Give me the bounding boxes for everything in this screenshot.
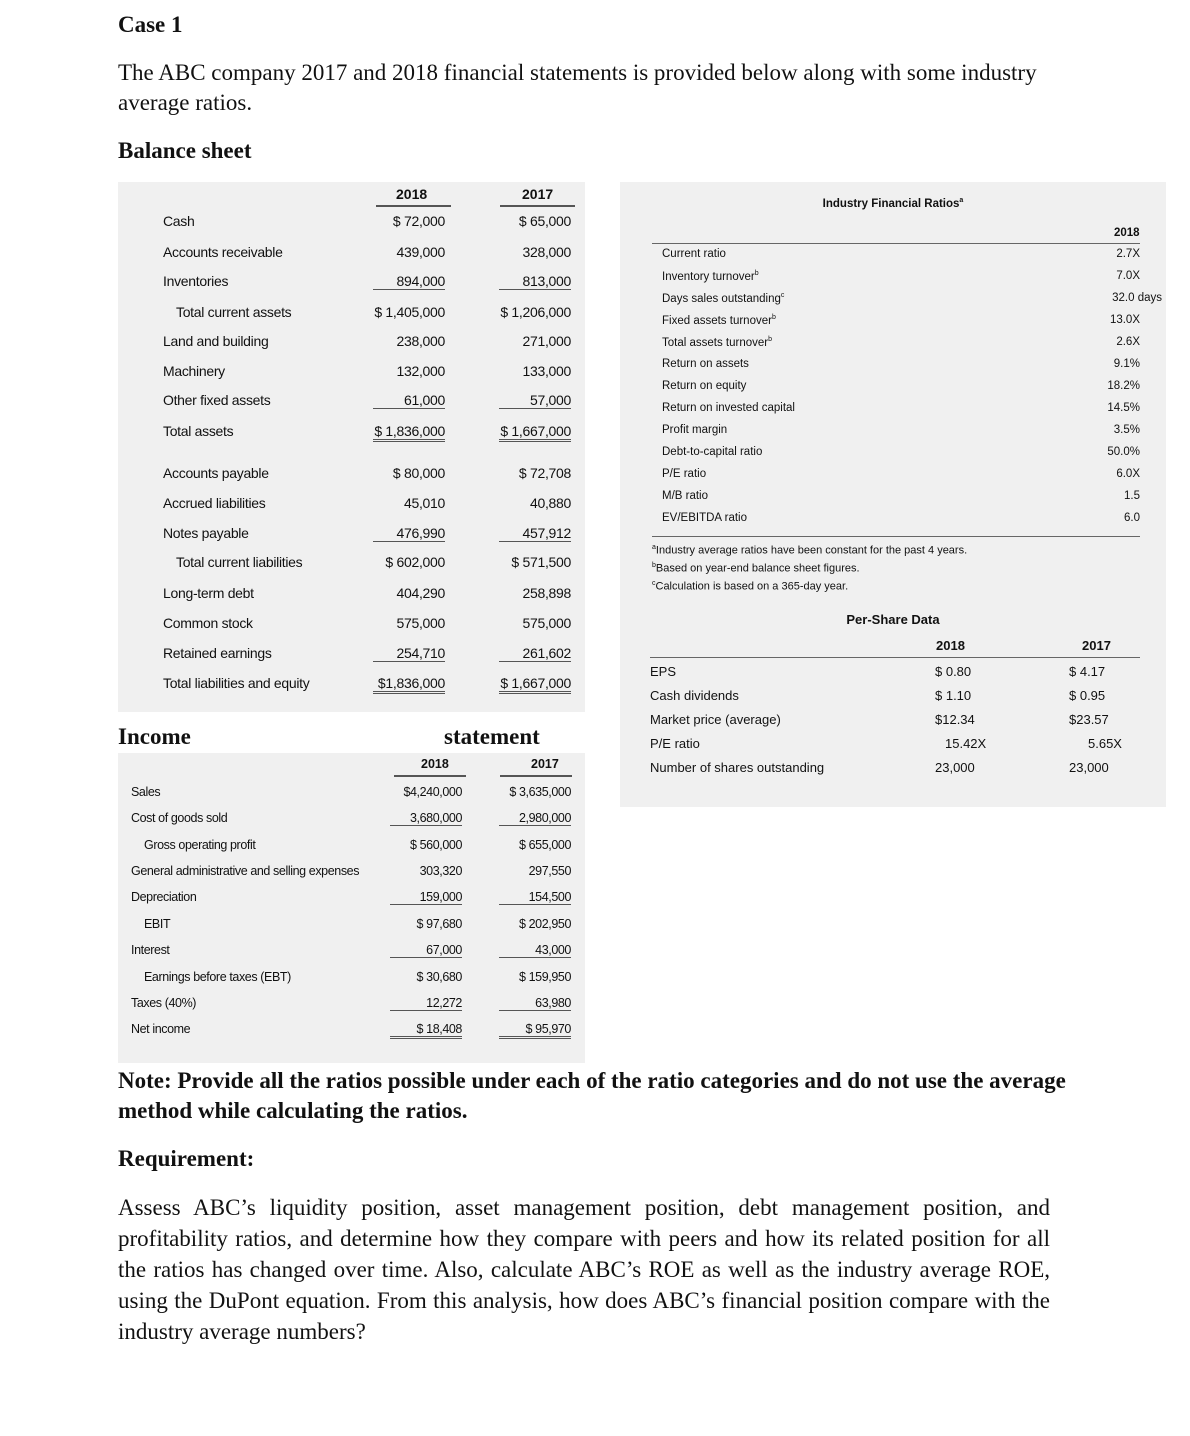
bs-label: Retained earnings [163,645,272,661]
is-value-2017: 63,980 [499,996,571,1011]
bs-value-2018: 61,000 [373,392,445,409]
bs-label: Machinery [163,363,225,379]
is-label: Earnings before taxes (EBT) [144,970,291,984]
is-row-ga-selling [118,860,585,882]
is-row-depreciation [118,886,585,908]
per-share-row: P/E ratio 15.42X 5.65X [650,736,1122,751]
is-value-2017: 43,000 [499,943,571,958]
industry-row: Total assets turnover$^b$ 2.6X [662,336,1140,349]
note-text: Note: Provide all the ratios possible under each of the ratio categories and do not use the average method while calculating the ratios. [118,1068,1066,1123]
industry-row: Debt-to-capital ratio 50.0% [662,446,1140,458]
is-label: EBIT [144,917,171,931]
is-row-cogs [118,807,585,829]
is-value-2017: 2,980,000 [499,811,571,826]
industry-row: EV/EBITDA ratio 6.0 [662,512,1140,524]
bs-row-accounts-payable [118,462,585,486]
bs-row-cash [118,210,585,234]
per-share-row: Market price (average) $12.34 $23.57 [650,712,1109,727]
industry-row: M/B ratio 1.5 [662,490,1140,502]
bs-label: Notes payable [163,525,249,541]
per-share-row: EPS $ 0.80 $ 4.17 [650,664,1106,679]
income-heading: Income [118,724,191,749]
is-value-2018: $4,240,000 [403,785,462,799]
bs-value-2017: $ 1,667,000 [499,675,571,694]
per-share-title: Per-Share Data [846,612,940,627]
bs-value-2018: $ 1,836,000 [373,423,445,442]
industry-row: P/E ratio 6.0X [662,468,1140,480]
is-value-2018: 12,272 [390,996,462,1011]
is-label: Net income [131,1022,191,1036]
is-row-ebit [118,913,585,935]
bs-value-2018: 575,000 [396,615,445,631]
bs-label: Accrued liabilities [163,495,266,511]
bs-value-2018: 404,290 [396,585,445,601]
is-label: Taxes (40%) [131,996,197,1010]
industry-row: Profit margin 3.5% [662,424,1140,436]
industry-row: Return on equity 18.2% [662,380,1140,392]
is-value-2018: $ 97,680 [416,917,462,931]
bs-label: Common stock [163,615,253,631]
intro-paragraph: The ABC company 2017 and 2018 financial statements is provided below along with some industry average ratios. [118,60,1037,115]
industry-ratios-title: Industry Financial Ratios$^a$ [822,197,964,210]
bs-label: Inventories [163,273,229,289]
bs-value-2018: 238,000 [396,333,445,349]
industry-row: Return on assets 9.1% [662,358,1140,370]
bs-row-machinery [118,360,585,384]
bs-label: Other fixed assets [163,392,271,408]
income-statement-table [118,753,585,1063]
bs-value-2018: 476,990 [373,525,445,542]
bs-row-total-current-liabilities [118,551,585,575]
is-year-2018: 2018 [421,757,449,771]
bs-value-2017: $ 65,000 [518,213,571,229]
is-row-taxes [118,992,585,1014]
footnote-c: $^c$Calculation is based on a 365-day year. [652,580,849,593]
bs-value-2017: 57,000 [499,392,571,409]
bs-value-2017: 575,000 [522,615,571,631]
bs-value-2017: 133,000 [522,363,571,379]
bs-value-2018: $ 1,405,000 [374,304,445,320]
bs-value-2017: 271,000 [522,333,571,349]
is-value-2018: 303,320 [419,864,462,878]
bs-year-2018: 2018 [396,186,428,202]
bs-row-accrued-liabilities [118,492,585,516]
bs-value-2018: 132,000 [396,363,445,379]
is-row-sales [118,781,585,803]
is-label: Sales [131,785,161,799]
is-value-2018: 3,680,000 [390,811,462,826]
bs-value-2017: 258,898 [522,585,571,601]
is-value-2018: $ 560,000 [409,838,462,852]
bs-value-2018: 439,000 [396,244,445,260]
bs-row-total-liabilities-equity [118,672,585,696]
is-row-net-income [118,1018,585,1040]
is-value-2017: 297,550 [528,864,571,878]
industry-row: Days sales outstanding$^c$ 32.0 days [662,292,1162,305]
is-row-gross-profit [118,834,585,856]
bs-value-2017: 457,912 [499,525,571,542]
is-value-2017: $ 655,000 [518,838,571,852]
bs-value-2017: $ 571,500 [511,554,571,570]
per-share-row: Cash dividends $ 1.10 $ 0.95 [650,688,1106,703]
is-label: Interest [131,943,170,957]
bs-row-long-term-debt [118,582,585,606]
footnote-a: $^a$Industry average ratios have been constant for the past 4 years. [652,544,968,557]
bs-value-2018: 45,010 [403,495,445,511]
is-label: General administrative and selling expenses [131,864,360,878]
statement-heading: statement [444,724,540,749]
is-value-2018: $ 18,408 [390,1022,462,1039]
is-label: Gross operating profit [144,838,256,852]
bs-label: Total current liabilities [176,554,303,570]
bs-row-total-assets [118,420,585,444]
is-value-2017: 154,500 [499,890,571,905]
industry-ratios-panel [620,182,1166,807]
bs-row-total-current-assets [118,301,585,325]
bs-row-other-fixed-assets [118,389,585,413]
bs-value-2018: 254,710 [373,645,445,662]
bs-row-inventories [118,270,585,294]
bs-row-land-building [118,330,585,354]
industry-row: Current ratio 2.7X [662,248,1140,260]
bs-value-2018: 894,000 [373,273,445,290]
case-title: Case 1 [118,12,183,37]
bs-value-2017: 813,000 [499,273,571,290]
industry-year: 2018 [1114,227,1140,239]
is-year-2017: 2017 [531,757,559,771]
industry-row: Fixed assets turnover$^b$ 13.0X [662,314,1140,327]
bs-label: Total current assets [176,304,292,320]
bs-row-notes-payable [118,522,585,546]
bs-row-accounts-receivable [118,241,585,265]
bs-value-2018: $ 72,000 [392,213,445,229]
bs-year-2017: 2017 [522,186,554,202]
is-value-2017: $ 3,635,000 [509,785,571,799]
is-value-2018: 159,000 [390,890,462,905]
requirement-heading: Requirement: [118,1146,255,1171]
bs-label: Accounts payable [163,465,269,481]
is-value-2017: $ 95,970 [499,1022,571,1039]
bs-value-2018: $ 602,000 [385,554,445,570]
per-share-year-2018: 2018 [936,638,965,653]
bs-label: Land and building [163,333,269,349]
per-share-row: Number of shares outstanding 23,000 23,000 [650,760,1109,775]
per-share-year-2017: 2017 [1082,638,1111,653]
bs-value-2018: $ 80,000 [392,465,445,481]
is-value-2017: $ 159,950 [518,970,571,984]
is-label: Cost of goods sold [131,811,228,825]
requirement-text: Assess ABC’s liquidity position, asset management position, debt management position, and profitability ratios, and determine how they compare with peers and how its related position for all the ratios has changed over time. Also, calculate ABC’s ROE as well as the industry average ROE, using the DuPont equation. From this analysis, how does ABC’s financial position compare with the industry average numbers? [118,1195,1050,1344]
bs-label: Long-term debt [163,585,254,601]
industry-row: Return on invested capital 14.5% [662,402,1140,414]
bs-value-2017: 40,880 [529,495,571,511]
bs-label: Total assets [163,423,234,439]
is-value-2017: $ 202,950 [518,917,571,931]
bs-value-2017: 261,602 [499,645,571,662]
is-row-ebt [118,966,585,988]
bs-label: Cash [163,213,195,229]
is-row-interest [118,939,585,961]
bs-value-2017: 328,000 [522,244,571,260]
bs-value-2017: $ 1,206,000 [500,304,571,320]
bs-value-2018: $1,836,000 [373,675,445,694]
is-label: Depreciation [131,890,197,904]
balance-sheet-table [118,182,585,712]
bs-value-2017: $ 1,667,000 [499,423,571,442]
balance-sheet-heading: Balance sheet [118,138,252,163]
bs-label: Total liabilities and equity [163,675,310,691]
industry-row: Inventory turnover$^b$ 7.0X [662,270,1140,283]
bs-value-2017: $ 72,708 [518,465,571,481]
is-value-2018: 67,000 [390,943,462,958]
bs-label: Accounts receivable [163,244,283,260]
is-value-2018: $ 30,680 [416,970,462,984]
footnote-b: $^b$Based on year-end balance sheet figures. [652,562,860,575]
bs-row-retained-earnings [118,642,585,666]
bs-row-common-stock [118,612,585,636]
